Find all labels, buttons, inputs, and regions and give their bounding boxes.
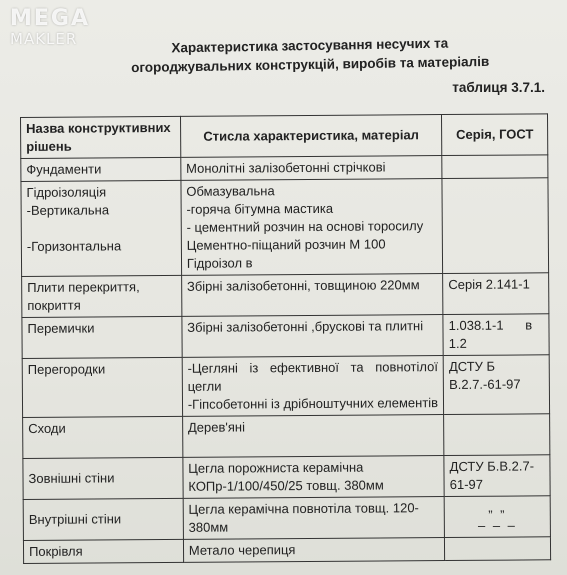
watermark-line2: MAKLER bbox=[10, 30, 78, 48]
header-series: Серія, ГОСТ bbox=[442, 114, 548, 156]
title-line1: Характеристика застосування несучих та bbox=[171, 35, 449, 56]
specification-table bbox=[20, 113, 551, 564]
row-desc-line: - цементний розчин на основі торосилу bbox=[186, 218, 424, 235]
row-series bbox=[445, 537, 551, 561]
row-series: ДСТУ Б.В.2.7-61-97 bbox=[444, 455, 550, 497]
table-row bbox=[23, 537, 550, 564]
row-desc: Метало черепиця bbox=[183, 538, 445, 563]
watermark-logo bbox=[10, 8, 90, 47]
row-name-line: -Горизонтальна bbox=[26, 238, 122, 254]
row-desc: Цегла порожниста керамічна КОПр-1/100/450/25 товщ. 380мм bbox=[183, 456, 445, 499]
row-desc: Дерев'яні bbox=[182, 415, 444, 458]
row-desc-line: Гідроізол в bbox=[186, 255, 253, 271]
row-desc: Збірні залізобетонні, товщиною 220мм bbox=[181, 274, 443, 317]
document-title bbox=[110, 33, 511, 78]
row-name: Фундаменти bbox=[21, 157, 181, 181]
row-desc-line: -Цегляні із ефективної та повнотілої цегли bbox=[187, 359, 438, 394]
table-row bbox=[23, 455, 550, 500]
row-series: ДСТУ Б В.2.7.-61-97 bbox=[443, 355, 549, 415]
row-name: Плити перекриття, покриття bbox=[22, 275, 182, 317]
row-name: Внутрішні стіни bbox=[23, 498, 183, 540]
row-desc-line: -горяча бітумна мастика bbox=[186, 200, 334, 217]
table-row bbox=[23, 496, 550, 541]
header-name: Назва конструктивних рішень bbox=[21, 116, 181, 158]
header-description: Стисла характеристика, матеріал bbox=[180, 115, 442, 158]
row-desc bbox=[181, 179, 443, 276]
watermark-line1: MEGA bbox=[10, 6, 91, 31]
row-desc-line: -Гіпсобетонні із дрібноштучних елементів bbox=[187, 395, 439, 412]
row-series-ditto: „ „ – – – bbox=[444, 496, 550, 538]
row-series: Серія 2.141-1 bbox=[443, 273, 549, 315]
table-label: таблиця 3.7.1. bbox=[452, 80, 545, 95]
row-desc-line: Обмазувальна bbox=[186, 183, 275, 199]
table-row bbox=[22, 355, 549, 418]
row-name bbox=[21, 180, 181, 276]
table-row bbox=[21, 178, 549, 277]
row-name-line bbox=[27, 219, 176, 238]
title-line2: огороджувальних конструкцій, виробів та матеріалів bbox=[131, 53, 490, 76]
row-desc: Збірні залізобетонні ,брускові та плитні bbox=[182, 315, 444, 358]
table-row bbox=[22, 273, 549, 318]
row-desc: Цегла керамічна повнотіла товщ. 120-380мм bbox=[183, 497, 445, 540]
row-series bbox=[442, 155, 548, 179]
table-row bbox=[23, 414, 550, 459]
row-name: Покрівля bbox=[23, 539, 183, 563]
row-name: Сходи bbox=[23, 416, 183, 458]
row-name: Перегородки bbox=[22, 357, 182, 417]
row-name: Зовнішні стіни bbox=[23, 457, 183, 499]
row-series bbox=[444, 414, 550, 456]
row-name-line: -Вертикальна bbox=[26, 202, 110, 218]
row-series: 1.038.1-1 в 1.2 bbox=[443, 314, 549, 356]
row-name: Перемички bbox=[22, 316, 182, 358]
table-header-row bbox=[21, 114, 548, 159]
row-desc: Монолітні залізобетонні стрічкові bbox=[181, 156, 443, 181]
row-name-line: Гідроізоляція bbox=[26, 184, 107, 200]
row-desc bbox=[182, 356, 444, 417]
table-row bbox=[22, 314, 549, 359]
row-desc-line: Цементно-піщаний розчин М 100 bbox=[186, 236, 386, 253]
row-series bbox=[442, 178, 549, 274]
